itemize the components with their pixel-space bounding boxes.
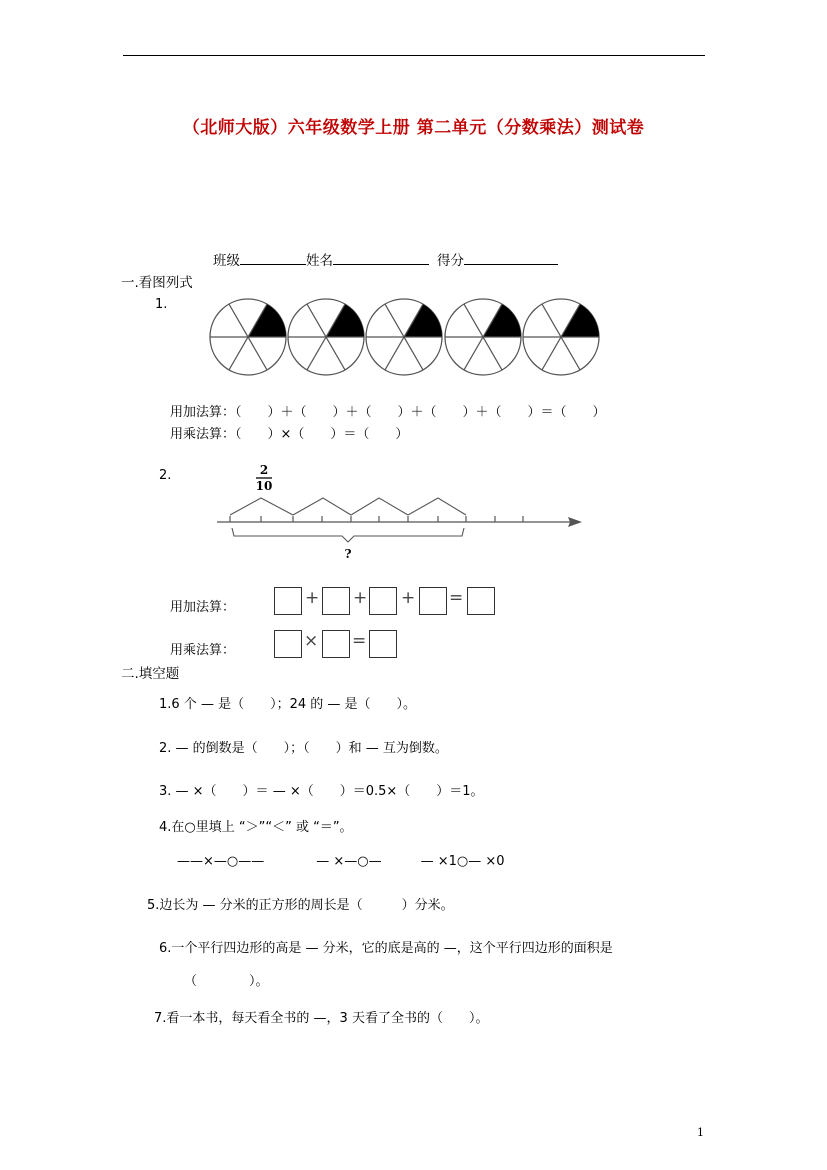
axis-arrow — [568, 517, 582, 527]
page-number: 1 — [697, 1126, 704, 1139]
fill-question: 2. — 的倒数是（ ）；（ ）和 — 互为倒数。 — [159, 741, 448, 756]
answer-box[interactable] — [369, 587, 397, 615]
q2-multiplication-label: 用乘法算： — [170, 643, 236, 658]
pie-circle — [445, 299, 521, 375]
fill-question-continued: （ ）。 — [184, 974, 269, 989]
fill-question: 5.边长为 — 分米的正方形的周长是（ ）分米。 — [147, 898, 454, 913]
q1-addition-line: 用加法算：（ ）＋（ ）＋（ ）＋（ ）＋（ ）＝（ ） — [170, 405, 606, 420]
fill-question: 7.看一本书，每天看全书的 —，3 天看了全书的（ ）。 — [154, 1011, 489, 1026]
pie-circle — [523, 299, 599, 375]
q2-addition-label: 用加法算： — [170, 600, 236, 615]
section2-heading: 二.填空题 — [121, 666, 180, 682]
page-title: （北师大版）六年级数学上册 第二单元（分数乘法）测试卷 — [182, 118, 645, 138]
hop-arc — [351, 498, 408, 515]
fraction-denominator: 10 — [255, 479, 273, 493]
class-blank[interactable] — [240, 250, 306, 265]
plus-sign: + — [305, 588, 320, 608]
fill-question: 3. — ×（ ）＝ — ×（ ）＝0.5×（ ）＝1。 — [159, 784, 484, 799]
tick-marks — [230, 516, 523, 522]
q1-multiplication-line: 用乘法算：（ ）×（ ）＝（ ） — [170, 427, 409, 442]
fill-question: 6.一个平行四边形的高是 — 分米，它的底是高的 —，这个平行四边形的面积是 — [159, 941, 613, 956]
comparison-row: ——×—○—— — ×—○— — ×1○— ×0 — [177, 854, 505, 869]
answer-box[interactable] — [322, 587, 350, 615]
plus-sign: + — [353, 588, 368, 608]
name-blank[interactable] — [333, 250, 429, 265]
pie-circles-figure — [205, 293, 610, 381]
student-info — [213, 249, 558, 269]
answer-box[interactable] — [467, 587, 495, 615]
equals-sign: = — [449, 588, 464, 608]
q2-number: 2. — [159, 468, 172, 483]
pie-circle — [288, 299, 364, 375]
pie-circle — [366, 299, 442, 375]
pie-circle — [210, 299, 286, 375]
number-line-figure — [212, 458, 592, 568]
hop-arc — [230, 498, 293, 515]
name-label: 姓名 — [306, 253, 333, 269]
hop-arc — [293, 498, 351, 515]
header-rule — [123, 55, 705, 56]
section1-heading: 一.看图列式 — [121, 275, 193, 291]
fraction-numerator: 2 — [259, 463, 269, 477]
answer-box[interactable] — [274, 630, 302, 658]
question-mark: ? — [344, 547, 352, 561]
equals-sign: = — [352, 631, 367, 651]
total-brace — [232, 528, 464, 542]
hop-arc — [408, 498, 466, 515]
answer-box[interactable] — [419, 587, 447, 615]
answer-box[interactable] — [274, 587, 302, 615]
class-label: 班级 — [213, 253, 240, 269]
score-blank[interactable] — [464, 250, 558, 265]
answer-box[interactable] — [322, 630, 350, 658]
fill-question: 4.在○里填上 “＞”“＜” 或 “＝”。 — [159, 820, 353, 835]
times-sign: × — [304, 631, 319, 651]
answer-box[interactable] — [369, 630, 397, 658]
q1-number: 1. — [155, 297, 168, 312]
score-label: 得分 — [437, 253, 464, 269]
plus-sign: + — [401, 588, 416, 608]
fill-question: 1.6 个 — 是（ ）；24 的 — 是（ ）。 — [159, 697, 417, 712]
